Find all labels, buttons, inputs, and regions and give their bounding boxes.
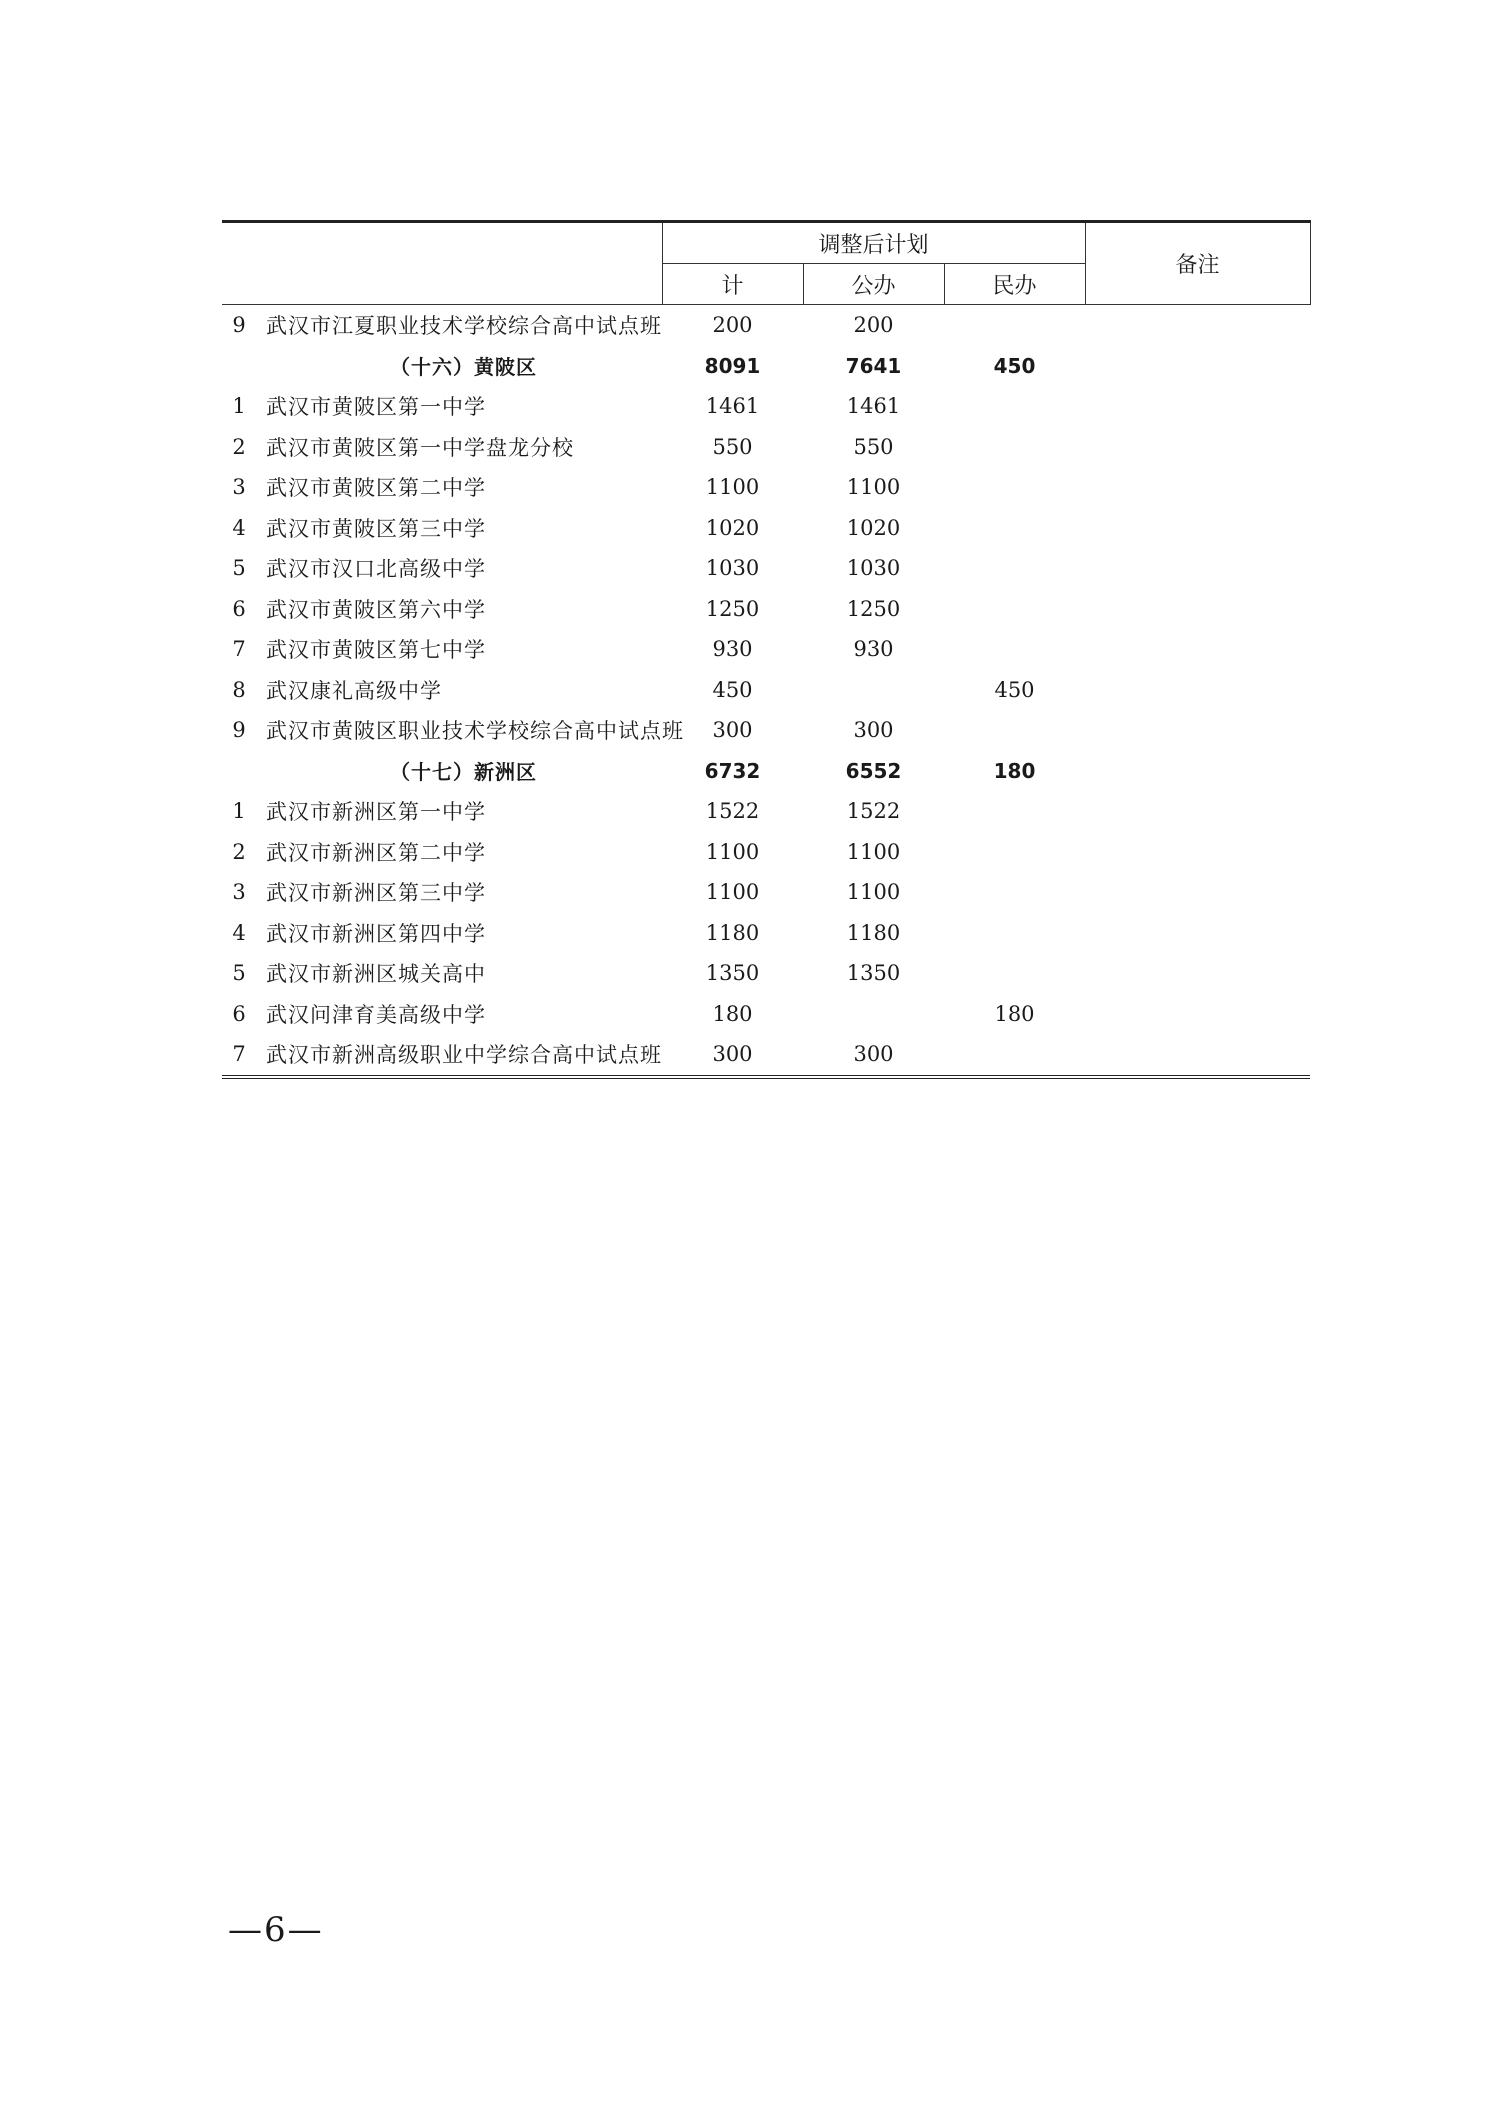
school-name: 武汉市新洲区城关高中: [266, 962, 486, 987]
row-index: 7: [222, 1034, 262, 1077]
note-cell: [1085, 427, 1310, 468]
plan-private: [944, 1034, 1085, 1077]
school-name: 武汉市黄陂区职业技术学校综合高中试点班: [266, 719, 684, 744]
table-row: [222, 427, 1310, 468]
note-cell: [1085, 467, 1310, 508]
table-row: [222, 670, 1310, 711]
plan-total: 1100: [705, 475, 760, 500]
plan-private: [944, 953, 1085, 994]
plan-public: 930: [853, 637, 894, 662]
plan-total: 1461: [705, 394, 760, 419]
table-header: [222, 222, 1310, 305]
note-cell: [1085, 508, 1310, 549]
row-index: 6: [232, 596, 246, 621]
school-name: 武汉市新洲区第二中学: [266, 840, 486, 865]
header-adjusted-plan: 调整后计划: [662, 222, 1085, 264]
district-total: 8091: [704, 353, 761, 378]
row-index: 4: [232, 920, 246, 945]
plan-public: 1350: [846, 961, 901, 986]
table-row: [222, 1034, 1310, 1077]
plan-private: [944, 427, 1085, 468]
header-blank-cell: [222, 222, 662, 305]
plan-private: [944, 872, 1085, 913]
district-total: 6732: [704, 758, 761, 783]
school-name: 武汉市汉口北高级中学: [266, 557, 486, 582]
table-row: [222, 832, 1310, 873]
plan-private: [944, 467, 1085, 508]
district-row: [222, 751, 1310, 792]
plan-total: 180: [712, 1001, 753, 1026]
row-index: 3: [232, 880, 246, 905]
plan-total: 300: [712, 718, 753, 743]
row-index: 4: [232, 515, 246, 540]
plan-private: [944, 548, 1085, 589]
plan-private: 180: [994, 1001, 1035, 1026]
plan-public: 200: [853, 313, 894, 338]
row-index: 1: [232, 394, 246, 419]
note-cell: [1085, 751, 1310, 792]
note-cell: [1085, 872, 1310, 913]
plan-public: 1100: [846, 475, 901, 500]
note-cell: [1085, 629, 1310, 670]
table-row: [222, 953, 1310, 994]
table-body: [222, 305, 1310, 1077]
district-row: [222, 346, 1310, 387]
note-cell: [1085, 386, 1310, 427]
plan-private: 450: [994, 677, 1035, 702]
note-cell: [1085, 589, 1310, 630]
school-name: 武汉市新洲区第一中学: [266, 800, 486, 825]
table-row: [222, 710, 1310, 751]
plan-private: [944, 832, 1085, 873]
table-row: [222, 467, 1310, 508]
enrollment-plan-table: [222, 220, 1311, 1079]
enrollment-plan-table-container: [222, 220, 1310, 1079]
note-cell: [1085, 953, 1310, 994]
row-index: 9: [232, 313, 246, 338]
plan-total: 550: [712, 434, 753, 459]
plan-total: 1350: [705, 961, 760, 986]
note-cell: [1085, 346, 1310, 387]
school-name: 武汉市黄陂区第一中学: [266, 395, 486, 420]
row-index: [222, 751, 262, 792]
row-index: [222, 346, 262, 387]
table-row: [222, 791, 1310, 832]
school-name: 武汉康礼高级中学: [266, 678, 442, 703]
table-row: [222, 913, 1310, 954]
note-cell: [1085, 1034, 1310, 1077]
row-index: 2: [232, 839, 246, 864]
table-row: [222, 994, 1310, 1035]
header-total: 计: [662, 264, 803, 305]
note-cell: [1085, 305, 1310, 346]
note-cell: [1085, 994, 1310, 1035]
plan-private: [944, 305, 1085, 346]
row-index: 3: [232, 475, 246, 500]
note-cell: [1085, 791, 1310, 832]
note-cell: [1085, 548, 1310, 589]
plan-private: [944, 629, 1085, 670]
school-name: 武汉市黄陂区第三中学: [266, 516, 486, 541]
plan-public: 1250: [846, 596, 901, 621]
district-name: （十六）黄陂区: [390, 355, 537, 380]
plan-public: [803, 994, 944, 1035]
district-public: 7641: [845, 353, 902, 378]
page-number: —6—: [228, 1910, 324, 1950]
district-private: 180: [993, 758, 1036, 783]
school-name: 武汉市新洲区第三中学: [266, 881, 486, 906]
row-index: 7: [232, 637, 246, 662]
row-index: 1: [232, 799, 246, 824]
plan-total: 1030: [705, 556, 760, 581]
school-name: 武汉市新洲高级职业中学综合高中试点班: [262, 1034, 662, 1077]
school-name: 武汉市黄陂区第一中学盘龙分校: [266, 435, 574, 460]
table-row: [222, 629, 1310, 670]
plan-total: 200: [712, 313, 753, 338]
school-name: 武汉市黄陂区第六中学: [266, 597, 486, 622]
school-name: 武汉市江夏职业技术学校综合高中试点班: [266, 314, 662, 339]
plan-total: 1100: [705, 880, 760, 905]
school-name: 武汉问津育美高级中学: [266, 1002, 486, 1027]
plan-public: 1020: [846, 515, 901, 540]
table-row: [222, 305, 1310, 346]
plan-public: [803, 670, 944, 711]
row-index: 2: [232, 434, 246, 459]
district-public: 6552: [845, 758, 902, 783]
table-row: [222, 508, 1310, 549]
school-name: 武汉市新洲区第四中学: [266, 921, 486, 946]
plan-total: 1522: [705, 799, 760, 824]
note-cell: [1085, 832, 1310, 873]
plan-public: 1522: [846, 799, 901, 824]
plan-total: 1100: [705, 839, 760, 864]
plan-private: [944, 913, 1085, 954]
plan-private: [944, 589, 1085, 630]
note-cell: [1085, 670, 1310, 711]
plan-public: 300: [803, 1034, 944, 1077]
plan-public: 550: [853, 434, 894, 459]
table-row: [222, 872, 1310, 913]
row-index: 9: [232, 718, 246, 743]
row-index: 5: [232, 961, 246, 986]
plan-private: [944, 710, 1085, 751]
plan-public: 300: [853, 718, 894, 743]
plan-total: 450: [712, 677, 753, 702]
header-private: 民办: [944, 264, 1085, 305]
note-cell: [1085, 913, 1310, 954]
header-note: 备注: [1085, 222, 1310, 305]
note-cell: [1085, 710, 1310, 751]
table-row: [222, 548, 1310, 589]
plan-private: [944, 508, 1085, 549]
row-index: 8: [232, 677, 246, 702]
row-index: 6: [232, 1001, 246, 1026]
plan-public: 1030: [846, 556, 901, 581]
school-name: 武汉市黄陂区第二中学: [266, 476, 486, 501]
plan-public: 1461: [846, 394, 901, 419]
plan-total: 300: [662, 1034, 803, 1077]
plan-public: 1100: [846, 880, 901, 905]
row-index: 5: [232, 556, 246, 581]
table-row: [222, 589, 1310, 630]
district-private: 450: [993, 353, 1036, 378]
table-row: [222, 386, 1310, 427]
header-public: 公办: [803, 264, 944, 305]
plan-total: 930: [712, 637, 753, 662]
district-name: （十七）新洲区: [390, 760, 537, 785]
plan-total: 1180: [705, 920, 760, 945]
plan-total: 1020: [705, 515, 760, 540]
school-name: 武汉市黄陂区第七中学: [266, 638, 486, 663]
plan-private: [944, 791, 1085, 832]
plan-private: [944, 386, 1085, 427]
plan-total: 1250: [705, 596, 760, 621]
plan-public: 1100: [846, 839, 901, 864]
plan-public: 1180: [846, 920, 901, 945]
